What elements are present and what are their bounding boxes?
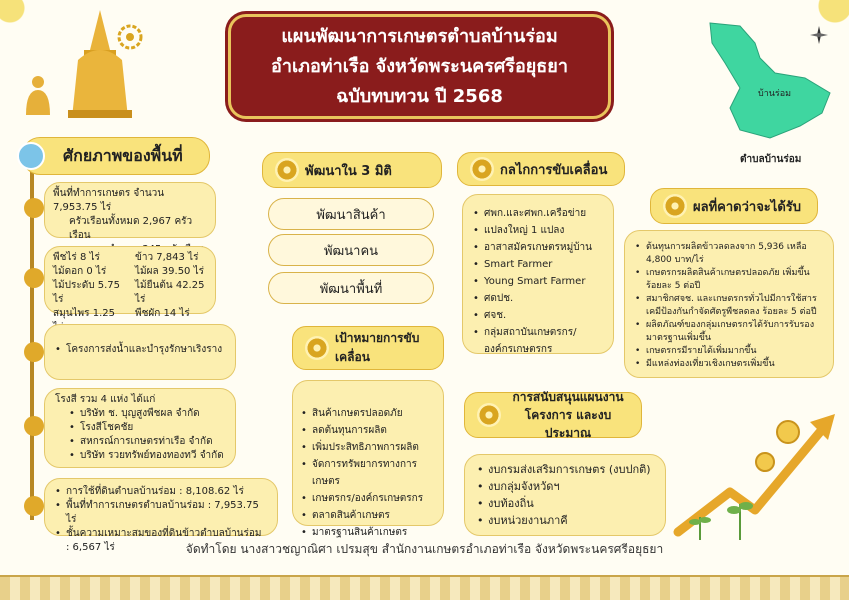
flower-icon xyxy=(663,194,687,218)
title-banner xyxy=(228,14,611,119)
compass-icon xyxy=(810,26,828,44)
mechanism-item: • ศจช. xyxy=(473,307,603,324)
rice-mill-item: • โรงสีโชคชัย xyxy=(69,421,225,435)
timeline-dot xyxy=(24,342,44,362)
flower-icon xyxy=(477,403,501,427)
crop-area-item: สมุนไพร 1.25 xyxy=(53,308,115,319)
target-item: • สินค้าเกษตรปลอดภัย xyxy=(301,405,435,422)
flower-icon xyxy=(470,157,494,181)
result-item: • เกษตรกรผลิตสินค้าเกษตรปลอดภัย เพิ่มขึ้น ร้อยละ 5 ต่อปี xyxy=(635,267,823,293)
support-item: • งบกลุ่มจังหวัดฯ xyxy=(477,478,653,495)
potential-box-3 xyxy=(44,324,236,380)
dimensions-heading xyxy=(262,152,442,188)
potential-heading-label: ศักยภาพของพื้นที่ xyxy=(63,145,183,165)
title-line-3: ฉบับทบทวน ปี 2568 xyxy=(336,85,503,107)
mechanism-item: • อาสาสมัครเกษตรหมู่บ้าน xyxy=(473,239,603,256)
result-item: • ผลิตภัณฑ์ของกลุ่มเกษตรกรได้รับการรับรองมาตรฐานเพิ่มขึ้น xyxy=(635,319,823,345)
target-item: • เกษตรกร/องค์กรเกษตรกร xyxy=(301,490,435,507)
potential-heading xyxy=(22,137,210,175)
sprout-hand-icon xyxy=(17,142,45,170)
timeline-dot xyxy=(24,416,44,436)
support-heading-line-1: การสนับสนุนแผนงาน xyxy=(512,390,624,404)
title-line-1: แผนพัฒนาการเกษตรตำบลบ้านร่อม xyxy=(281,25,558,47)
mechanism-heading xyxy=(457,152,625,186)
crop-area-item: ไม้ประดับ 5.75 ไร่ xyxy=(53,280,120,305)
targets-heading xyxy=(292,326,444,370)
crop-area-item: ไม้ยืนต้น 42.25 ไร่ xyxy=(135,280,205,305)
decorative-border xyxy=(0,575,849,600)
land-use-item: • พื้นที่ทำการเกษตรตำบลบ้านร่อม : 7,953.75 ไร่ xyxy=(55,499,267,527)
dimension-pill: พัฒนาสินค้า xyxy=(268,198,434,230)
land-use-item: • ชั้นความเหมาะสมของที่ดินข้าวตำบลบ้านร่อม : 6,567 ไร่ xyxy=(55,527,267,555)
mechanism-item: • กลุ่มสถาบันเกษตรกร/องค์กรเกษตรกร xyxy=(473,324,603,358)
potential-box-1 xyxy=(44,182,216,241)
result-item: • สมาชิกศจช. และเกษตรกรทั่วไปมีการใช้สารเคมีป้องกันกำจัดศัตรูพืชลดลง ร้อยละ 5 ต่อปี xyxy=(635,293,823,319)
result-item: • เกษตรกรมีรายได้เพิ่มมากขึ้น xyxy=(635,345,823,358)
rice-mill-item: • บริษัท รวยทรัพย์ทองทองทวี จำกัด xyxy=(69,449,225,463)
results-card xyxy=(624,230,834,378)
targets-heading-label: เป้าหมายการขับเคลื่อน xyxy=(335,331,420,364)
mechanism-item: • ศพก.และศพก.เครือข่าย xyxy=(473,205,603,222)
map-area-label: บ้านร่อม xyxy=(758,89,792,99)
targets-card xyxy=(292,380,444,538)
rice-mill-item: • สหกรณ์การเกษตรท่าเรือ จำกัด xyxy=(69,435,225,449)
support-heading xyxy=(464,392,642,438)
support-card xyxy=(464,454,666,536)
timeline-dot xyxy=(24,198,44,218)
mechanism-item: • ศดปช. xyxy=(473,290,603,307)
footer-credit: จัดทำโดย นางสาวชญาณิศา เปรมสุข สำนักงานเกษตรอำเภอท่าเรือ จังหวัดพระนครศรีอยุธยา xyxy=(185,542,664,556)
flower-icon xyxy=(275,158,299,182)
potential-box-2 xyxy=(44,246,216,319)
results-heading xyxy=(650,188,818,224)
rice-mill-title: โรงสี รวม 4 แห่ง ได้แก่ xyxy=(55,394,156,405)
result-item: • มีแหล่งท่องเที่ยวเชิงเกษตรเพิ่มขึ้น xyxy=(635,358,823,371)
lotus-flower-icon xyxy=(117,24,143,50)
results-heading-label: ผลที่คาดว่าจะได้รับ xyxy=(693,199,802,215)
mechanism-item: • Young Smart Farmer xyxy=(473,273,603,290)
target-item: • จัดการทรัพยากรทางการเกษตร xyxy=(301,456,435,490)
mechanism-item: • แปลงใหญ่ 1 แปลง xyxy=(473,222,603,239)
growth-arrow-illustration xyxy=(670,392,840,542)
crop-area-item: ข้าว 7,843 ไร่ xyxy=(135,252,199,263)
result-item: • ต้นทุนการผลิตข้าวลดลงจาก 5,936 เหลือ 4,800 บาท/ไร่ xyxy=(635,241,823,267)
support-item: • งบหน่วยงานภาคี xyxy=(477,512,653,529)
dimensions-heading-label: พัฒนาใน 3 มิติ xyxy=(305,163,392,179)
title-line-2: อำเภอท่าเรือ จังหวัดพระนครศรีอยุธยา xyxy=(271,55,568,77)
irrigation-item: • โครงการส่งน้ำและบำรุงรักษาเริงราง xyxy=(55,343,225,357)
potential-box1-line: พื้นที่ทำการเกษตร จำนวน 7,953.75 ไร่ xyxy=(53,188,165,213)
mechanism-item: • Smart Farmer xyxy=(473,256,603,273)
rice-mill-item: • บริษัท ช. บุญสูงพืชผล จำกัด xyxy=(69,407,225,421)
timeline-dot xyxy=(24,496,44,516)
potential-box1-line: ครัวเรือนทั้งหมด 2,967 ครัวเรือน xyxy=(69,216,193,241)
crop-area-item: พืชไร่ 8 ไร่ xyxy=(53,252,100,263)
map-caption: ตำบลบ้านร่อม xyxy=(740,154,802,165)
potential-box-4 xyxy=(44,388,236,468)
dimension-pill: พัฒนาพื้นที่ xyxy=(268,272,434,304)
crop-area-item: พืชผัก 14 ไร่ xyxy=(135,308,190,319)
crop-area-item: ไม้ผล 39.50 ไร่ xyxy=(135,266,204,277)
mechanism-heading-label: กลไกการขับเคลื่อน xyxy=(500,162,608,178)
support-item: • งบท้องถิ่น xyxy=(477,495,653,512)
land-use-item: • การใช้ที่ดินตำบลบ้านร่อม : 8,108.62 ไร่ xyxy=(55,485,267,499)
support-item: • งบกรมส่งเสริมการเกษตร (งบปกติ) xyxy=(477,461,653,478)
target-item: • ลดต้นทุนการผลิต xyxy=(301,422,435,439)
timeline-dot xyxy=(24,268,44,288)
support-heading-line-2: โครงการ และงบประมาณ xyxy=(524,408,612,440)
target-item: • เพิ่มประสิทธิภาพการผลิต xyxy=(301,439,435,456)
flower-icon xyxy=(305,336,329,360)
target-item: • มาตรฐานสินค้าเกษตร xyxy=(301,524,435,541)
dimension-pill: พัฒนาคน xyxy=(268,234,434,266)
crop-area-item: ไม้ดอก 0 ไร่ xyxy=(53,266,107,277)
potential-box-5 xyxy=(44,478,278,553)
target-item: • ตลาดสินค้าเกษตร xyxy=(301,507,435,524)
mechanism-card xyxy=(462,194,614,354)
